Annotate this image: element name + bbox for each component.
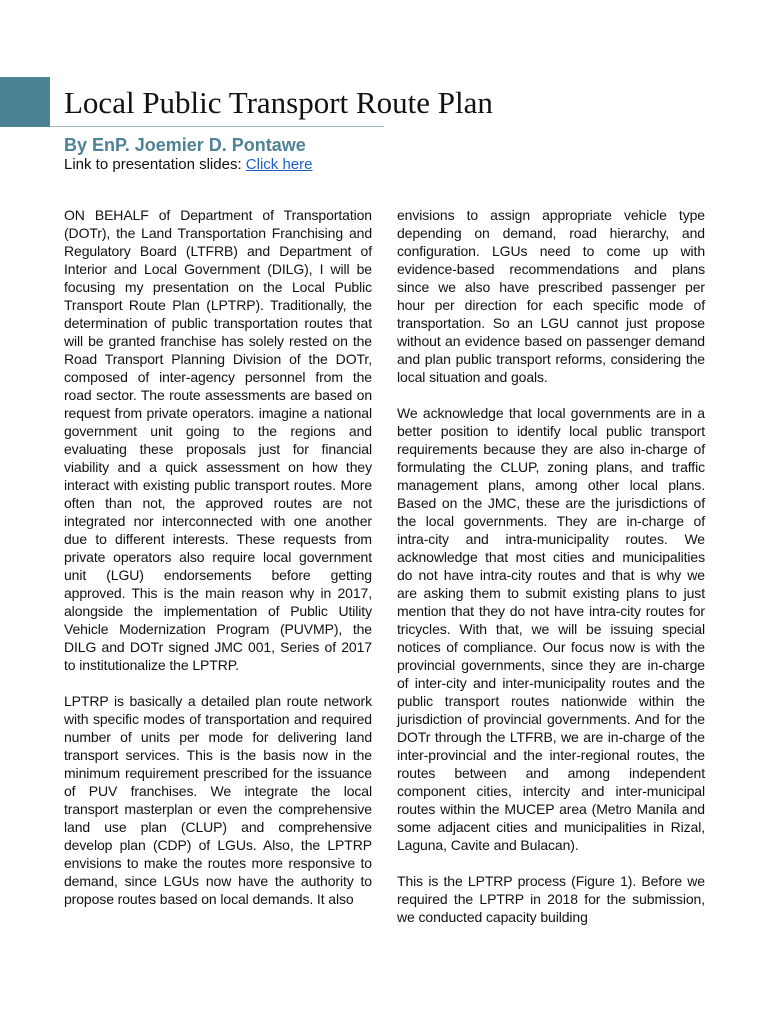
article-title: Local Public Transport Route Plan (64, 85, 493, 120)
paragraph: This is the LPTRP process (Figure 1). Before we required the LPTRP in 2018 for the submission, we conducted capacity building (397, 873, 705, 925)
slides-link[interactable]: Click here (245, 156, 313, 173)
paragraph: ON BEHALF of Department of Transportation (DOTr), the Land Transportation Franchising and Regulatory Board (LTFRB) and Department of Interior and Local Government (DILG), I will be focusing my presentation on the Local Public Transport Route Plan (LPTRP). Traditionally, the determination of public transportation routes that will be granted franchise has solely rested on the Road Transport Planning Division of the DOTr, composed of inter-agency personnel from the road sector. The route assessments are based on request from private operators. imagine a national government unit going to the regions and evaluating these proposals just for financial viability and a quick assessment on how they interact with existing public transport routes. More often than not, the approved routes are not integrated nor interconnected with one another due to different interests. These requests from private operators also require local government unit (LGU) endorsements before getting approved. This is the main reason why in 2017, alongside the implementation of Public Utility Vehicle Modernization Program (PUVMP), the DILG and DOTr signed JMC 001, Series of 2017 to institutionalize the LPTRP. (64, 207, 372, 673)
paragraph: envisions to assign appropriate vehicle type depending on demand, road hierarchy, and configuration. LGUs need to come up with evidence-based recommendations and plans since we also have prescribed passenger per hour per direction for each specific mode of transportation. So an LGU cannot just propose without an evidence based on passenger demand and plan public transport reforms, considering the local situation and goals. (397, 207, 705, 385)
right-column (397, 206, 705, 944)
title-accent-block (0, 77, 50, 127)
title-divider (50, 126, 384, 127)
left-column (64, 206, 372, 926)
slides-link-prefix: Link to presentation slides: (64, 156, 246, 173)
paragraph: We acknowledge that local governments are in a better position to identify local public transport requirements because they are also in-charge of formulating the CLUP, zoning plans, and traffic management plans, among other local plans. Based on the JMC, these are the jurisdictions of the local governments. They are in-charge of intra-city and intra-municipality routes. We acknowledge that most cities and municipalities do not have intra-city routes and that is why we are asking them to submit existing plans to just mention that they do not have intra-city routes for tricycles. With that, we will be issuing special notices of compliance. Our focus now is with the provincial governments, since they are in-charge of inter-city and inter-municipality routes and the public transport routes nationwide within the jurisdiction of provincial governments. And for the DOTr through the LTFRB, we are in-charge of the inter-provincial and the inter-regional routes, the routes between and among independent component cities, intercity and inter-municipal routes within the MUCEP area (Metro Manila and some adjacent cities and municipalities in Rizal, Laguna, Cavite and Bulacan). (397, 405, 705, 853)
slides-link-line (64, 155, 312, 174)
author-byline: By EnP. Joemier D. Pontawe (64, 135, 306, 155)
paragraph: LPTRP is basically a detailed plan route network with specific modes of transportation and required number of units per mode for delivering land transport services. This is the basis now in the minimum requirement prescribed for the issuance of PUV franchises. We integrate the local transport masterplan or even the comprehensive land use plan (CLUP) and comprehensive develop plan (CDP) of LGUs. Also, the LPTRP envisions to make the routes more responsive to demand, since LGUs now have the authority to propose routes based on local demands. It also (64, 693, 372, 907)
